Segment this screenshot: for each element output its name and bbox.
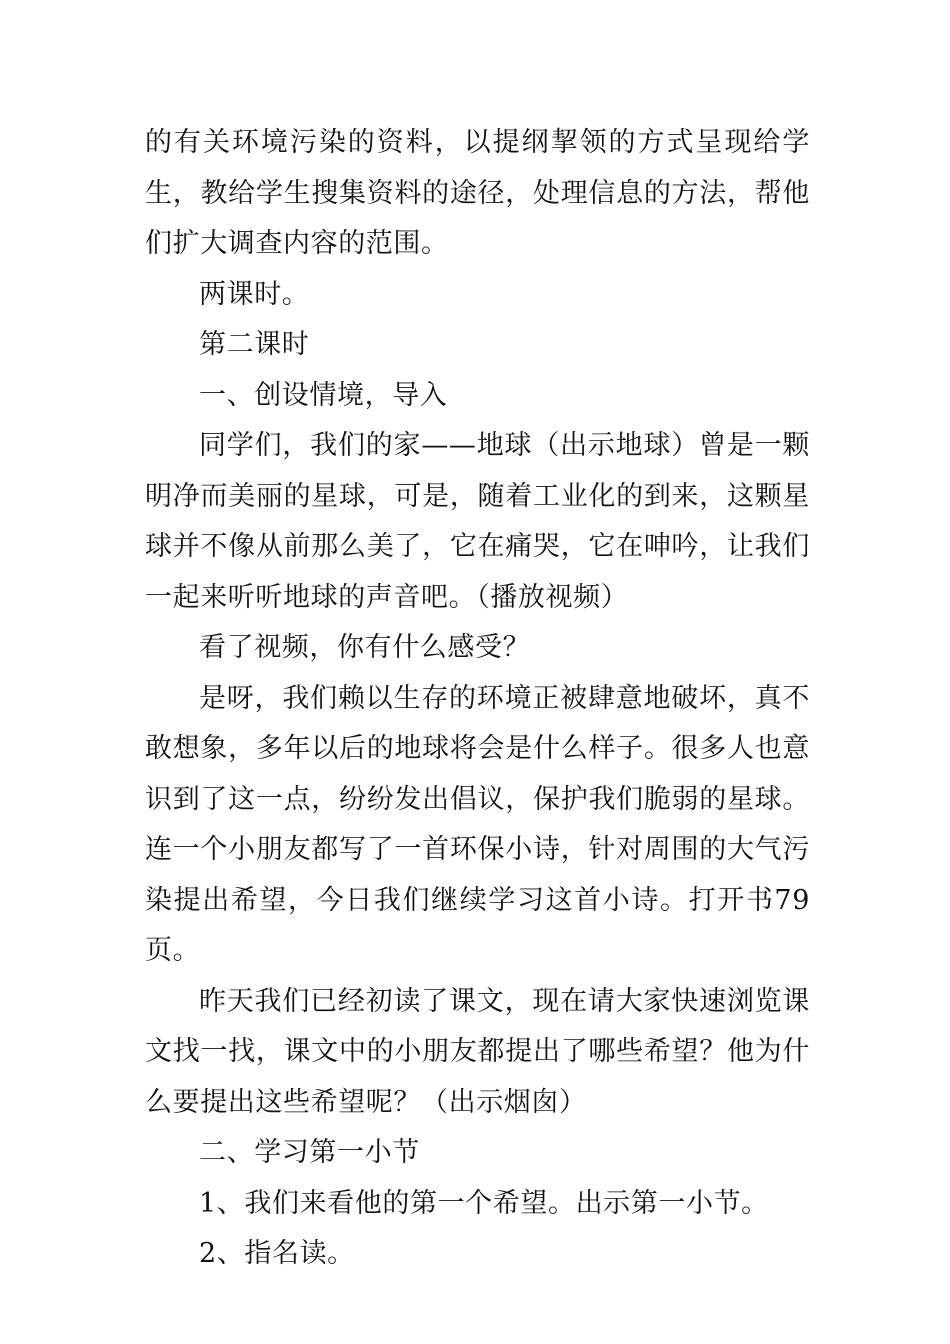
document-body xyxy=(145,118,810,1280)
list-item-2: 2、指名读。 xyxy=(199,1238,355,1269)
paragraph-review: 昨天我们已经初读了课文，现在请大家快速浏览课文找一找，课文中的小朋友都提出了哪些希望？他为什么要提出这些希望呢？（出示烟囱） xyxy=(145,985,810,1118)
paragraph-question: 看了视频，你有什么感受？ xyxy=(199,632,531,663)
list-item-1: 1、我们来看他的第一个希望。出示第一小节。 xyxy=(199,1187,769,1219)
paragraph-lesson-count: 两课时。 xyxy=(199,278,310,310)
paragraph-introduction: 同学们，我们的家——地球（出示地球）曾是一颗明净而美丽的星球，可是，随着工业化的到来，这颗星球并不像从前那么美了，它在痛哭，它在呻吟，让我们一起来听听地球的声音吧。（播放视频） xyxy=(145,430,810,613)
paragraph-environment: 是呀，我们赖以生存的环境正被肆意地破坏，真不敢想象，多年以后的地球将会是什么样子。很多人也意识到了这一点，纷纷发出倡议，保护我们脆弱的星球。连一个小朋友都写了一首环保小诗，针对周围的大气污染提出希望，今日我们继续学习这首小诗。打开书79页。 xyxy=(145,682,810,966)
heading-second-lesson: 第二课时 xyxy=(199,329,310,360)
heading-section-one: 一、创设情境，导入 xyxy=(199,379,448,411)
heading-section-two: 二、学习第一小节 xyxy=(199,1137,420,1168)
paragraph-continuation: 的有关环境污染的资料，以提纲挈领的方式呈现给学生，教给学生搜集资料的途径，处理信息的方法，帮他们扩大调查内容的范围。 xyxy=(145,127,810,259)
